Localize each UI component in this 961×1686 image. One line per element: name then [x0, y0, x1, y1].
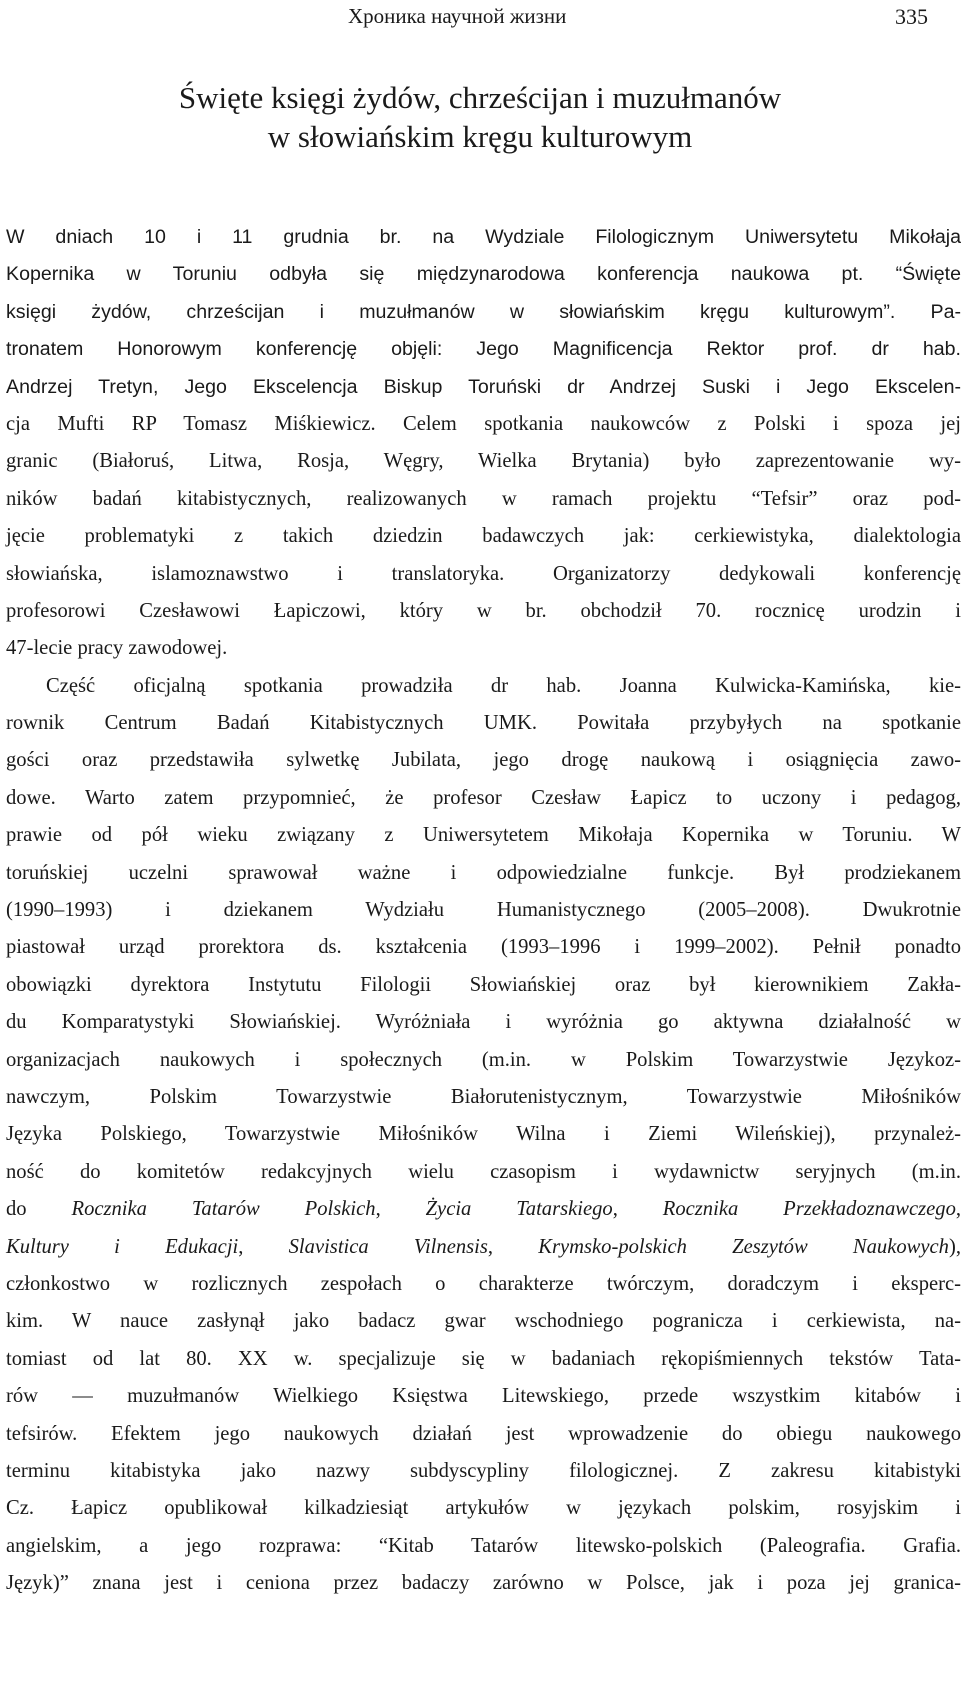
body-line: W dniach 10 i 11 grudnia br. na Wydziale Filologicznym Uniwersytetu Mikołaja: [6, 226, 961, 248]
body-line: gości oraz przedstawiła sylwetkę Jubilata, jego drogę naukową i osiągnięcia zawo-: [6, 749, 961, 772]
body-line-with-titles: [6, 1191, 961, 1228]
body-line: organizacjach naukowych i społecznych (m.in. w Polskim Towarzystwie Językoz-: [6, 1048, 961, 1071]
body-line: ność do komitetów redakcyjnych wielu czasopism i wydawnictw seryjnych (m.in.: [6, 1160, 961, 1183]
body-line-with-titles: [6, 1229, 961, 1266]
body-line: tomiast od lat 80. XX w. specjalizuje się w badaniach rękopiśmiennych tekstów Tata-: [6, 1347, 961, 1370]
body-line: prawie od pół wieku związany z Uniwersytetem Mikołaja Kopernika w Toruniu. W: [6, 824, 961, 847]
article-body: [6, 219, 961, 1602]
body-line: Część oficjalną spotkania prowadziła dr hab. Joanna Kulwicka-Kamińska, kie-: [46, 674, 961, 697]
body-line: Kopernika w Toruniu odbyła się międzynarodowa konferencja naukowa pt. “Święte: [6, 263, 961, 286]
body-text-fragment: ,: [375, 1198, 426, 1221]
body-line: Języka Polskiego, Towarzystwie Miłośników Wilna i Ziemi Wileńskiej), przynależ-: [6, 1123, 961, 1146]
body-line: terminu kitabistyka jako nazwy subdyscypliny filologicznej. Z zakresu kitabistyki: [6, 1459, 961, 1482]
body-text-fragment: ,: [612, 1198, 663, 1221]
body-line: księgi żydów, chrześcijan i muzułmanów w słowiańskim kręgu kulturowym”. Pa-: [6, 300, 961, 323]
body-line: nawczym, Polskim Towarzystwie Białorutenistycznym, Towarzystwie Miłośników: [6, 1085, 961, 1108]
page-number: 335: [895, 4, 928, 29]
body-line: członkostwo w rozlicznych zespołach o charakterze twórczym, doradczym i eksperc-: [6, 1272, 961, 1295]
publication-title: Kultury i Edukacji: [6, 1235, 239, 1258]
body-line: toruńskiej uczelni sprawował ważne i odpowiedzialne funkcje. Był prodziekanem: [6, 861, 961, 884]
body-line: Cz. Łapicz opublikował kilkadziesiąt artykułów w językach polskim, rosyjskim i: [6, 1497, 961, 1520]
body-line: (1990–1993) i dziekanem Wydziału Humanistycznego (2005–2008). Dwukrotnie: [6, 899, 961, 922]
body-text-fragment: ),: [948, 1235, 961, 1258]
body-line: obowiązki dyrektora Instytutu Filologii Słowiańskiej oraz był kierownikiem Zakła-: [6, 973, 961, 996]
body-line: Język)” znana jest i ceniona przez badaczy zarówno w Polsce, jak i poza jej granica-: [6, 1572, 961, 1595]
body-text-fragment: ,: [487, 1235, 539, 1258]
publication-title: Krymsko-polskich Zeszytów Naukowych: [538, 1235, 949, 1258]
running-header: [0, 2, 960, 32]
body-line: angielskim, a jego rozprawa: “Kitab Tatarów litewsko-polskich (Paleografia. Grafia.: [6, 1534, 961, 1557]
body-line: granic (Białoruś, Litwa, Rosja, Węgry, Wielka Brytania) było zaprezentowanie wy-: [6, 450, 961, 473]
body-line: piastował urząd prorektora ds. kształcenia (1993–1996 i 1999–2002). Pełnił ponadto: [6, 936, 961, 959]
publication-title: Rocznika Tatarów Polskich: [71, 1198, 376, 1221]
body-line: dowe. Warto zatem przypomnieć, że profesor Czesław Łapicz to uczony i pedagog,: [6, 786, 961, 809]
body-line: słowiańska, islamoznawstwo i translatoryka. Organizatorzy dedykowali konferencję: [6, 562, 961, 585]
publication-title: Slavistica Vilnensis: [288, 1235, 488, 1258]
publication-title: Życia Tatarskiego: [425, 1198, 613, 1221]
body-line: ników badań kitabistycznych, realizowanych w ramach projektu “Tefsir” oraz pod-: [6, 487, 961, 510]
body-line: tronatem Honorowym konferencję objęli: Jego Magnificencja Rektor prof. dr hab.: [6, 338, 961, 361]
body-line: Andrzej Tretyn, Jego Ekscelencja Biskup Toruński dr Andrzej Suski i Jego Ekscelen-: [6, 375, 961, 398]
body-line: rów — muzułmanów Wielkiego Księstwa Litewskiego, przede wszystkim kitabów i: [6, 1385, 961, 1408]
running-title: Хроника научной жизни: [348, 4, 567, 28]
body-line: rownik Centrum Badań Kitabistycznych UMK. Powitała przybyłych na spotkanie: [6, 712, 961, 735]
body-text-fragment: ,: [238, 1235, 289, 1258]
body-line: jęcie problematyki z takich dziedzin badawczych jak: cerkiewistyka, dialektologia: [6, 525, 961, 548]
body-line: cja Mufti RP Tomasz Miśkiewicz. Celem spotkania naukowców z Polski i spoza jej: [6, 412, 961, 435]
body-text-fragment: do: [6, 1198, 72, 1221]
article-title-line-1: Święte księgi żydów, chrześcijan i muzułmanów: [178, 80, 782, 115]
body-line: tefsirów. Efektem jego naukowych działań jest wprowadzenie do obiegu naukowego: [6, 1422, 961, 1445]
body-text-fragment: ,: [955, 1198, 961, 1221]
article-title: [0, 78, 960, 156]
body-line: kim. W nauce zasłynął jako badacz gwar wschodniego pogranicza i cerkiewista, na-: [6, 1310, 961, 1333]
publication-title: Rocznika Przekładoznawczego: [662, 1198, 956, 1221]
body-line: 47-lecie pracy zawodowej.: [6, 637, 228, 660]
body-line: profesorowi Czesławowi Łapiczowi, który w br. obchodził 70. rocznicę urodzin i: [6, 599, 961, 622]
body-line: du Komparatystyki Słowiańskiej. Wyróżniała i wyróżnia go aktywna działalność w: [6, 1011, 961, 1034]
article-title-line-2: w słowiańskim kręgu kulturowym: [267, 119, 693, 154]
